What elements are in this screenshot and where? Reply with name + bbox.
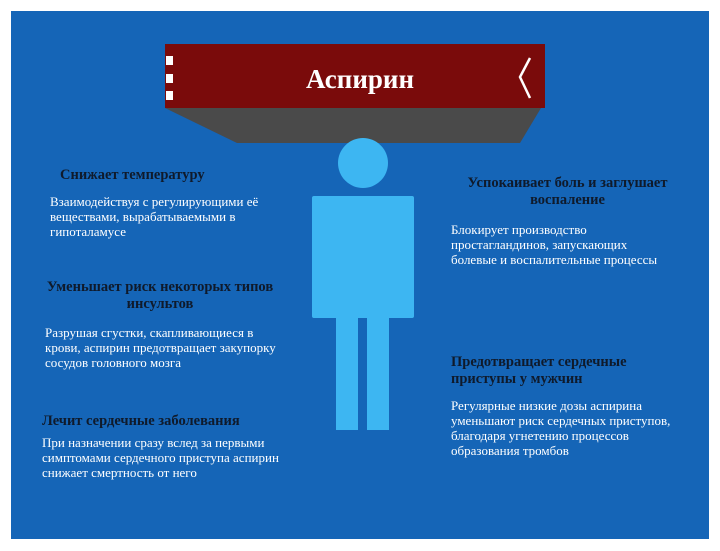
fact-heading-temperature: Снижает температуру (60, 167, 205, 183)
banner-mark (166, 91, 173, 100)
fact-text-stroke: Разрушая сгустки, скапливающиеся в крови, аспирин предотвращает закупорку сосудов головного мозга (45, 325, 276, 370)
fact-text-pain: Блокирует производство простагландинов, запускающих болевые и воспалительные процессы (451, 222, 658, 267)
fact-heading-stroke: Уменьшает риск некоторых типов инсультов (46, 279, 274, 312)
banner-shadow (165, 108, 541, 143)
page-title: Аспирин (305, 64, 415, 94)
banner-mark (166, 56, 173, 65)
person-icon (312, 138, 414, 430)
fact-heading-pain: Успокаивает боль и заглушает воспаление (467, 175, 668, 208)
banner-mark (166, 74, 173, 83)
fact-heading-heart-attack: Предотвращает сердечные приступы у мужчин (451, 354, 627, 387)
fact-text-temperature: Взаимодействуя с регулирующими её веществами, вырабатываемыми в гипоталамусе (50, 194, 259, 239)
fact-heading-heart: Лечит сердечные заболевания (42, 413, 240, 429)
fact-text-heart-attack: Регулярные низкие дозы аспирина уменьшают риск сердечных приступов, благодаря угнетению процессов образования тромбов (451, 398, 671, 458)
fact-text-heart: При назначении сразу вслед за первыми симптомами сердечного приступа аспирин снижает смертность от него (42, 435, 279, 480)
